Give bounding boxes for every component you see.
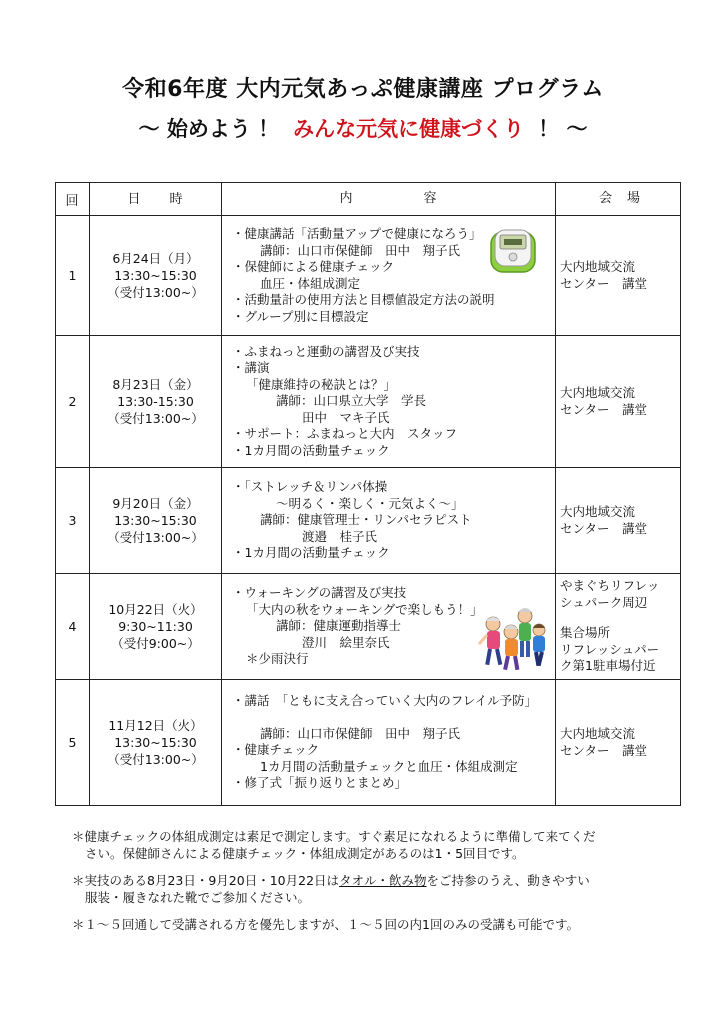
note-item [72, 872, 672, 906]
session-number: 4 [56, 574, 90, 680]
session-date [90, 468, 222, 574]
date-time: 13:30~15:30 [114, 268, 197, 283]
header-no: 回 [56, 183, 90, 216]
date-day: 8月23日（金） [112, 377, 199, 392]
date-time: 13:30-15:30 [117, 394, 194, 409]
note-line: さい。保健師さんによる健康チェック・体組成測定があるのは1・5回目です。 [85, 846, 525, 861]
content-line: ・ふまねっと運動の講習及び実技 [232, 343, 420, 359]
content-line: ・サポート：ふまねっと大内 スタッフ [232, 426, 458, 442]
venue-line: センター 講堂 [560, 401, 648, 417]
venue-line: センター 講堂 [560, 275, 648, 291]
subtitle-close: ！ ～ [538, 117, 588, 141]
session-venue [556, 680, 681, 806]
note-item [72, 828, 672, 862]
session-date [90, 216, 222, 336]
content-line: 渡邉 桂子氏 [302, 528, 378, 544]
content-line: 田中 マキ子氏 [302, 409, 390, 425]
date-reception: （受付9:00~） [111, 636, 200, 651]
venue-line: やまぐちリフレッ [560, 578, 660, 593]
note-line [72, 872, 672, 889]
venue-line: センター 講堂 [560, 520, 648, 536]
note-text: ＊実技のある8月23日・9月20日・10月22日は [72, 873, 340, 888]
session-content [222, 336, 556, 468]
session-content [222, 574, 556, 680]
session-venue [556, 336, 681, 468]
content-line: ・健康チェック [232, 742, 320, 758]
note-text: をご持参のうえ、動きやすい [426, 873, 590, 888]
note-line: ＊１～５回通して受講される方を優先しますが、１～５回の内1回のみの受講も可能です。 [72, 917, 579, 932]
date-time: 9:30~11:30 [118, 619, 193, 634]
page-title: 令和6年度 大内元気あっぷ健康講座 プログラム [122, 77, 604, 102]
table-row [56, 680, 681, 806]
date-reception: （受付13:00~） [107, 752, 204, 767]
table-row [56, 336, 681, 468]
venue-line: 大内地域交流 [560, 726, 636, 741]
venue-line: センター 講堂 [560, 742, 648, 758]
content-line: 血圧・体組成測定 [260, 275, 361, 291]
session-number: 3 [56, 468, 90, 574]
session-venue [556, 468, 681, 574]
walking-people-illustration [467, 604, 551, 674]
venue-line: リフレッシュパー [560, 641, 660, 657]
content-line: ・「ストレッチ＆リンパ体操 [232, 479, 388, 495]
header-content: 内 容 [222, 183, 556, 216]
venue-line: 集合場所 [560, 625, 611, 640]
session-number: 2 [56, 336, 90, 468]
table-row [56, 468, 681, 574]
venue-line: 大内地域交流 [560, 504, 636, 519]
session-number: 5 [56, 680, 90, 806]
content-line: ・修了式「振り返りとまとめ」 [232, 775, 408, 791]
notes-section [72, 828, 672, 943]
session-content [222, 468, 556, 574]
content-line: ・ウォーキングの講習及び実技 [232, 585, 407, 601]
content-line: ・講演 [232, 360, 270, 376]
venue-line: シュパーク周辺 [560, 594, 648, 610]
page-subtitle [0, 113, 726, 143]
content-line: 講師：山口県立大学 学長 [276, 393, 427, 409]
content-line: 「健康維持の秘訣とは？」 [246, 376, 397, 392]
content-line: 1カ月間の活動量チェックと血圧・体組成測定 [260, 758, 518, 774]
content-line: 澄川 絵里奈氏 [302, 634, 390, 650]
content-line: ・講話 「ともに支え合っていく大内のフレイル予防」 [232, 693, 538, 709]
content-line: 講師：山口市保健師 田中 翔子氏 [260, 242, 461, 258]
content-line: ＊少雨決行 [246, 651, 309, 667]
session-content [222, 216, 556, 336]
date-reception: （受付13:00~） [107, 285, 204, 300]
session-date [90, 336, 222, 468]
venue-line: 大内地域交流 [560, 385, 636, 400]
date-reception: （受付13:00~） [107, 530, 204, 545]
date-day: 10月22日（火） [108, 602, 203, 617]
table-row [56, 574, 681, 680]
program-table [55, 182, 681, 806]
note-line: ＊健康チェックの体組成測定は素足で測定します。すぐ素足になれるように準備して来てくだ [72, 829, 596, 844]
header-venue: 会 場 [556, 183, 681, 216]
subtitle-open: ～ 始めよう ！ [138, 117, 280, 141]
session-date [90, 574, 222, 680]
content-line: ・1カ月間の活動量チェック [232, 545, 390, 561]
session-venue [556, 574, 681, 680]
venue-line: ク第1駐車場付近 [560, 658, 656, 673]
content-line: ・健康講話「活動量アップで健康になろう」 [232, 226, 482, 241]
session-content [222, 680, 556, 806]
content-line: 講師：山口市保健師 田中 翔子氏 [260, 725, 461, 741]
date-day: 11月12日（火） [108, 718, 203, 733]
session-number: 1 [56, 216, 90, 336]
note-underlined-text: タオル・飲み物 [339, 873, 427, 888]
note-line: 服装・履きなれた靴でご参加ください。 [85, 890, 311, 905]
session-venue [556, 216, 681, 336]
content-line: ・活動量計の使用方法と目標値設定方法の説明 [232, 292, 495, 307]
date-time: 13:30~15:30 [114, 735, 197, 750]
content-line: 「大内の秋をウォーキングで楽しもう！」 [246, 601, 483, 617]
date-reception: （受付13:00~） [107, 411, 204, 426]
pedometer-icon [485, 226, 541, 276]
content-line: ・1カ月間の活動量チェック [232, 442, 390, 458]
subtitle-highlight: みんな元気に健康づくり [293, 117, 525, 141]
header-date: 日 時 [90, 183, 222, 216]
content-line: 講師：健康管理士・リンパセラピスト [260, 512, 472, 528]
table-row [56, 216, 681, 336]
date-day: 6月24日（月） [112, 251, 199, 266]
date-time: 13:30~15:30 [114, 513, 197, 528]
content-line: ・グループ別に目標設定 [232, 308, 369, 324]
note-item [72, 916, 672, 933]
content-line: ・保健師による健康チェック [232, 259, 395, 274]
date-day: 9月20日（金） [112, 496, 199, 511]
content-line: 講師：健康運動指導士 [276, 618, 402, 634]
table-header-row [56, 183, 681, 216]
session-date [90, 680, 222, 806]
venue-line: 大内地域交流 [560, 259, 636, 274]
content-line: ～明るく・楽しく・元気よく～」 [276, 495, 464, 511]
